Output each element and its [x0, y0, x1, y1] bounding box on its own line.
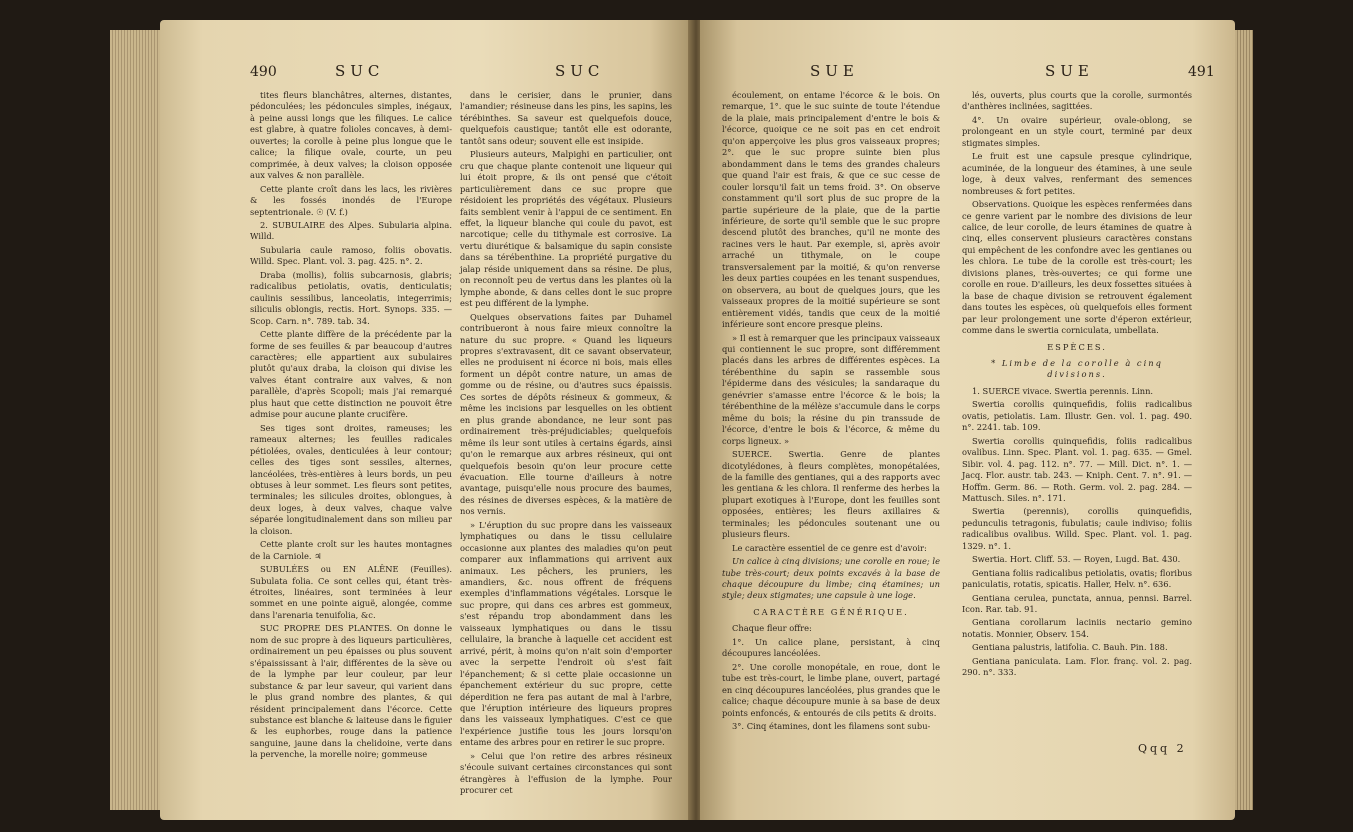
paragraph: Le fruit est une capsule presque cylindrique, acuminée, de la longueur des étamines, à une seule loge, à deux valves, renfermant des semences nombreuses & fort petites. [962, 151, 1192, 196]
left-column-2 [460, 90, 672, 799]
paragraph: Chaque fleur offre: [732, 623, 812, 634]
left-page-number: 490 [250, 64, 277, 80]
paragraph: Swertia (perennis), corollis quinquefidis, pedunculis tetragonis, fubulatis; caule indiviso; foliis radicalibus ovalibus. Willd. Spec. Plant. vol. 1. pag. 1329. n°. 1. [962, 506, 1192, 551]
paragraph: Cette plante croît sur les hautes montagnes de la Carniole. ♃ [250, 539, 452, 561]
left-page [160, 20, 692, 820]
paragraph: » L'éruption du suc propre dans les vaisseaux lymphatiques ou dans le tissu cellulaire occasionne aux plantes des maladies qu'on peut comparer aux inflammations qui arrivent aux animaux. Les pêchers, les pruniers, les amandiers, &c. nous offrent de fréquens exemples d'inflammations végétales. Lorsque le suc propre, qui dans ces arbres est gommeux, s'est répandu trop abondamment dans les vaisseaux lymphatiques ou dans le tissu cellulaire, la branche à laquelle cet accident est arrivé, périt, à moins qu'on n'ait soin d'emporter avec la serpette l'endroit où s'est fait l'épanchement; & si cette plaie occasionne un épanchement extérieur du suc propre, cette déperdition ne fera pas autant de mal à l'arbre, que l'éruption intérieure des liqueurs propres dans les vaisseaux lymphatiques. C'est ce que l'expérience justifie tous les jours lorsqu'on entame des arbres pour en retirer le suc propre. [460, 519, 672, 748]
right-page-number: 491 [1188, 64, 1215, 80]
paragraph: Subularia caule ramoso, foliis obovatis. Willd. Spec. Plant. vol. 3. pag. 425. n°. 2. [250, 244, 452, 267]
paragraph: SUC PROPRE DES PLANTES. On donne le nom de suc propre à des liqueurs particulières, ordinairement un peu épaisses ou plus souvent s'épaississant à l'air, différentes de la sève ou de la lymphe par leur couleur, par leur substance & par leur saveur, qui varient dans le plus grand nombre des plantes, & qui résident principalement dans l'écorce. Cette substance est blanche & laiteuse dans le figuier & les euphorbes, rouge dans la patience sanguine, jaune dans la chelidoine, verte dans la pervenche, la morelle noire; gommeuse [250, 623, 453, 760]
paragraph: Un calice à cinq divisions; une corolle en roue; le tube très-court; deux points excavés à la base de chaque découpure du limbe; cinq étamines; un style; deux stigmates; une capsule à une loge. [722, 556, 940, 601]
paragraph: * Limbe de la corolle à cinq divisions. [991, 357, 1163, 380]
paragraph: Draba (mollis), foliis subcarnosis, glabris; radicalibus petiolatis, ovatis, denticulatis; caulinis sessilibus, lanceolatis, integerrimis; siliculis oblongis, rectis. Hort. Synops. 335. — Scop. Carn. n°. 789. tab. 34. [250, 269, 452, 326]
paragraph: Swertia corollis quinquefidis, foliis radicalibus ovalibus. Linn. Spec. Plant. vol. 1. pag. 635. — Gmel. Sibir. vol. 4. pag. 112. n°. 77. — Mill. Dict. n°. 1. — Jacq. Flor. austr. tab. 243. — Kniph. Cent. 7. n°. 91. — Hoffm. Germ. 86. — Roth. Germ. vol. 2. pag. 284. — Mattusch. Siles. n°. 171. [962, 435, 1192, 503]
left-page-edges [110, 30, 160, 810]
paragraph: » Celui que l'on retire des arbres résineux s'écoule suivant certaines circonstances qui sont étrangères à l'effusion de la lymphe. Pour procurer cet [460, 750, 672, 796]
paragraph: SUBULÉES ou EN ALÊNE (Feuilles). Subulata folia. Ce sont celles qui, étant très-étroites, linéaires, sont terminées à leur sommet en une pointe aiguë, alongée, comme dans l'arenaria tenuifolia, &c. [250, 564, 452, 620]
paragraph: lés, ouverts, plus courts que la corolle, surmontés d'anthères inclinées, sagittées. [962, 90, 1192, 112]
right-column-1 [722, 90, 940, 734]
paragraph: 3°. Cinq étamines, dont les filamens sont subu- [732, 721, 931, 732]
paragraph: Swertia. Hort. Cliff. 53. — Royen, Lugd. Bat. 430. [972, 554, 1181, 565]
paragraph: 1°. Un calice plane, persistant, à cinq découpures lancéolées. [722, 636, 940, 659]
paragraph: Gentiana foliis radicalibus petiolatis, ovatis; floribus paniculatis, rotatis, spicatis. Haller, Helv. n°. 636. [962, 567, 1192, 590]
paragraph: Plusieurs auteurs, Malpighi en particulier, ont cru que chaque plante contenoit une liqueur qui lui étoit propre, & ils ont pensé que c'étoit particulièrement dans ce suc propre que résidoient les propriétés des végétaux. Plusieurs faits semblent venir à l'appui de ce sentiment. En effet, la liqueur blanche qui coule du pavot, est narcotique; celle du tithymale est corrosive. La vertu diurétique & balsamique du sapin consiste dans sa térébenthine. La propriété purgative du jalap réside uniquement dans sa résine. De plus, on reconnoît peu de vertus dans les plantes où la lymphe abonde, & dans celles dont le suc propre est peu différent de la lymphe. [460, 149, 672, 309]
paragraph: Cette plante diffère de la précédente par la forme de ses feuilles & par beaucoup d'autres caractères; elle appartient aux subulaires plutôt qu'aux draba, la cloison qui divise les valves étant contraire aux valves, & non parallèle, d'après Scopoli; mais j'ai remarqué plus haut que cette distinction ne pouvoit être admise pour aucune plante crucifère. [250, 329, 452, 420]
signature-mark: Qqq 2 [1138, 742, 1187, 755]
paragraph: tites fleurs blanchâtres, alternes, distantes, pédonculées; les pédoncules simples, inégaux, à peine aussi longs que les filiques. Le calice est glabre, à quatre folioles concaves, à demi-ouvertes; la corolle à peine plus longue que le calice; la filique ovale, courte, un peu comprimée, à deux valves; la cloison opposée aux valves & non parallèle. [250, 90, 452, 181]
paragraph: 2. SUBULAIRE des Alpes. Subularia alpina. Willd. [250, 219, 452, 242]
paragraph: Observations. Quoique les espèces renfermées dans ce genre varient par le nombre des divisions de leur calice, de leur corolle, de leurs étamines de quatre à cinq, elles conservent plusieurs caractères constans qui empêchent de les confondre avec les gentianes ou les chlora. Le tube de la corolle est très-court; les divisions planes, très-ouvertes; ce qui forme une corolle en roue. D'ailleurs, les deux fossettes situées à la base de chaque division se retrouvent également dans toutes les espèces, où quelquefois elles forment par leur prolongement une sorte d'éperon extérieur, comme dans le swertia corniculata, umbellata. [962, 199, 1192, 336]
paragraph: Gentiana paniculata. Lam. Flor. franç. vol. 2. pag. 290. n°. 333. [962, 655, 1192, 678]
paragraph: Ses tiges sont droites, rameuses; les rameaux alternes; les feuilles radicales pétiolées, ovales, denticulées à leur contour; celles des tiges sont sessiles, alternes, lancéolées, très-entières à leurs bords, un peu obtuses à leur sommet. Les fleurs sont petites, terminales; les silicules droites, oblongues, à deux loges, à deux valves, chaque valve séparée longitudinalement dans son milieu par la cloison. [250, 422, 452, 536]
right-column-2 [962, 90, 1192, 681]
paragraph: Quelques observations faites par Duhamel contribueront à nous faire mieux connoître la nature du suc propre. « Quand les liqueurs propres s'extravasent, dit ce savant observateur, elles ne produisent ni écorce ni bois, mais elles forment un dépôt contre nature, un amas de gomme ou de résine, ou d'autres sucs épaissis. Ces sortes de dépôts résineux & gommeux, & même les incisions par lesquelles on les obtient en plus grande abondance, ne leur sont pas ordinairement très-préjudiciables; quelquefois même ils leur sont utiles à certains égards, ainsi qu'on le remarque aux arbres résineux, qui ont quelquefois besoin qu'on leur procure cette évacuation. Elle tourne d'ailleurs à notre avantage, puisqu'elle nous procure des baumes, des résines de diverses espèces, & la matière de nos vernis. [460, 311, 672, 517]
paragraph: 1. SUERCE vivace. Swertia perennis. Linn. [972, 385, 1154, 396]
paragraph: Gentiana corollarum laciniis nectario gemino notatis. Monnier, Observ. 154. [962, 617, 1192, 639]
paragraph: dans le cerisier, dans le prunier, dans l'amandier; résineuse dans les pins, les sapins, les térébinthes. Sa saveur est quelquefois douce, quelquefois caustique; tantôt elle est odorante, tantôt sans odeur; souvent elle est insipide. [460, 90, 672, 146]
right-page [700, 20, 1235, 820]
right-header-right: SUE [1045, 62, 1094, 80]
left-header-left: SUC [335, 62, 385, 80]
paragraph: Swertia corollis quinquefidis, foliis radicalibus ovatis, petiolatis. Lam. Illustr. Gen. vol. 1. pag. 490. n°. 2241. tab. 109. [962, 399, 1192, 433]
paragraph: Le caractère essentiel de ce genre est d'avoir: [732, 542, 927, 553]
paragraph: Gentiana palustris, latifolia. C. Bauh. Pin. 188. [972, 642, 1168, 653]
paragraph: 4°. Un ovaire supérieur, ovale-oblong, se prolongeant en un style court, terminé par deux stigmates simples. [962, 114, 1192, 148]
paragraph: » Il est à remarquer que les principaux vaisseaux qui contiennent le suc propre, sont différemment placés dans les arbres de différentes espèces. La térébenthine du sapin se rassemble sous l'épiderme dans des vésicules; la sandaraque du genévrier s'amasse entre l'écorce & le bois; la térébenthine de la mélèze s'accumule dans le corps même du bois; la résine du pin transsude de l'écorce, d'entre le bois & l'écorce, & même du corps ligneux. » [722, 332, 940, 446]
right-header-left: SUE [810, 62, 859, 80]
paragraph: ESPÈCES. [1047, 341, 1107, 352]
right-page-edges [1235, 30, 1253, 810]
paragraph: 2°. Une corolle monopétale, en roue, dont le tube est très-court, le limbe plane, ouvert, partagé en cinq découpures lancéolées, plus grandes que le calice; chaque découpure munie à sa base de deux points enfoncés, & entourés de cils petits & droits. [722, 661, 940, 718]
left-header-right: SUC [555, 62, 605, 80]
left-column-1 [250, 90, 452, 763]
paragraph: CARACTÈRE GÉNÉRIQUE. [753, 606, 909, 617]
paragraph: Cette plante croît dans les lacs, les rivières & les fossés inondés de l'Europe septentrionale. ☉ (V. f.) [250, 183, 452, 217]
paragraph: écoulement, on entame l'écorce & le bois. On remarque, 1°. que le suc suinte de toute l'étendue de la plaie, mais principalement d'entre le bois & l'écorce, quoique ce ne soit pas en cet endroit qu'on apperçoive les plus gros vaisseaux propres; 2°. que le suc propre suinte bien plus abondamment dans le tems des grandes chaleurs que quand l'air est frais, & que ce suc cesse de couler lorsqu'il fait un tems froid. 3°. On observe constamment qu'il sort plus de suc propre de la partie supérieure de la plaie, que de la partie inférieure, de sorte qu'il semble que le suc propre descend plutôt des branches, qu'il ne monte des racines vers le haut. Par exemple, si, après avoir arraché un tithymale, on le coupe transversalement par la moitié, & qu'on renverse les deux parties coupées en les tenant suspendues, on observera, au bout de quelques jours, que les vaisseaux propres de la moitié supérieure se sont entièrement vidés, tandis que ceux de la moitié inférieure sont encore presque pleins. [722, 90, 940, 330]
paragraph: Gentiana cerulea, punctata, annua, pennsi. Barrel. Icon. Rar. tab. 91. [962, 592, 1192, 615]
paragraph: SUERCE. Swertia. Genre de plantes dicotylédones, à fleurs complètes, monopétalées, de la famille des gentianes, qui a des rapports avec les gentiana & les chlora. Il renferme des herbes la plupart exotiques à l'Europe, dont les feuilles sont opposées, entières; les fleurs axillaires & terminales; les pédoncules soutenant une ou plusieurs fleurs. [722, 449, 940, 540]
